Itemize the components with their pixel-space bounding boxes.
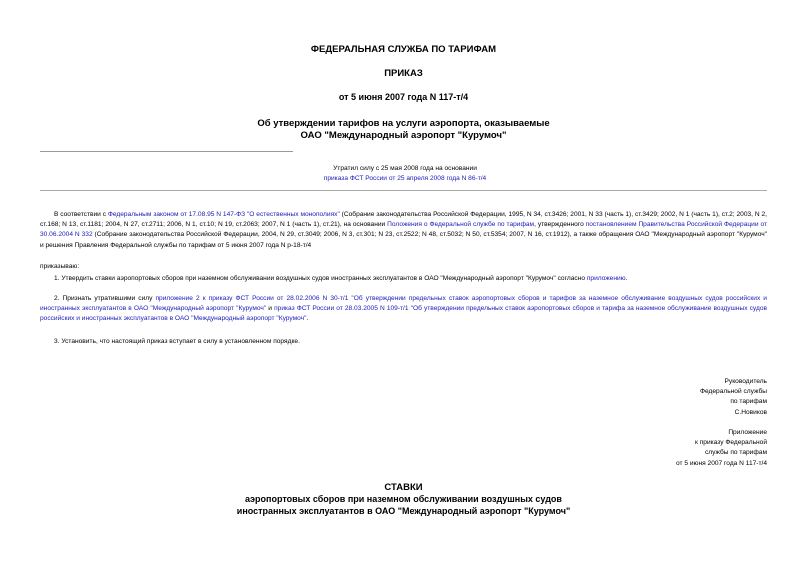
item-2-text-1: 2. Признать утратившими силу: [54, 295, 156, 302]
subject-line-1: Об утверждении тарифов на услуги аэропорта, оказываемые: [257, 118, 550, 129]
lost-force-text: Утратил силу с 25 мая 2008 года на основании: [333, 165, 477, 172]
item-2: [40, 294, 767, 325]
appendix-line-3: службы по тарифам: [704, 449, 767, 457]
item-2-text-2: и: [266, 305, 275, 313]
rates-subtitle-line-1: аэропортовых сборов при наземном обслуживании воздушных судов: [245, 494, 562, 504]
appendix-line-1: Приложение: [728, 429, 767, 436]
government-decree-link[interactable]: постановлением Правительства Российской Федерации от 30.06.2004 N 332: [40, 221, 767, 239]
appendix-line-4: от 5 июня 2007 года N 117-т/4: [676, 459, 767, 467]
preamble-text-2: (Собрание законодательства Российской Федерации, 1995, N 34, ст.3426; 2001, N 33 (часть 1), ст.3429; 2002, N 1 (часть 1), ст.2; 2003, N 2, ст.168; N 13, ст.1181; 2004, N 27, ст.2711; 2006, N 1, ст.10; N 19, ст.2063; 2007, N 1 (часть 1), ст.21), на основании: [40, 211, 767, 229]
doc-subject: [0, 118, 807, 142]
signature-line-3: по тарифам: [730, 398, 767, 406]
item-2-end: .: [306, 315, 309, 323]
item-1: [40, 274, 767, 284]
signature-block: [607, 377, 767, 418]
lost-force-note: [260, 164, 550, 184]
subject-line-2: ОАО "Международный аэропорт "Курумоч": [300, 130, 507, 141]
doc-type-title: ПРИКАЗ: [384, 68, 423, 79]
agency-title: ФЕДЕРАЛЬНАЯ СЛУЖБА ПО ТАРИФАМ: [310, 44, 497, 55]
signature-line-1: Руководитель: [724, 378, 767, 385]
signatory-name: С.Новиков: [734, 408, 767, 416]
orders-word: приказываю:: [40, 263, 80, 270]
fst-regulation-link[interactable]: Положения о Федеральной службе по тарифам: [387, 221, 535, 229]
preamble-text-4: (Собрание законодательства Российской Федерации, 2004, N 29, ст.3049; 2006, N 3, ст.301; N 23, ст.2522; N 48, ст.5032; N 50, ст.5354; 2007, N 16, ст.1912), а также обращения ОАО "Международный аэропорт "Курумоч" и решения Правления Федеральной службы по тарифам от 5 июня 2007 года N р-18-т/4: [40, 231, 767, 249]
repealed-appendix-link[interactable]: приложение 2 к приказу ФСТ России от 28.02.2006 N 30-т/1 "Об утверждении предельных ставок аэропортовых сборов и тарифов за наземное обслуживание воздушных судов российских и иностранных эксплуатантов в ОАО "Международный аэропорт "Курумоч": [40, 295, 767, 313]
appendix-link[interactable]: приложению: [586, 275, 626, 282]
preamble-text-1: В соответствии с: [54, 211, 108, 218]
lost-force-link[interactable]: приказа ФСТ России от 25 апреля 2008 года N 86-т/4: [323, 175, 487, 182]
item-1-end: .: [625, 275, 628, 282]
federal-law-link[interactable]: Федеральным законом от 17.08.95 N 147-ФЗ "О естественных монополиях": [107, 211, 340, 218]
appendix-line-2: к приказу Федеральной: [695, 439, 767, 447]
rates-subtitle: [0, 494, 807, 517]
preamble-paragraph: [40, 210, 767, 251]
doc-date-number: от 5 июня 2007 года N 117-т/4: [338, 92, 469, 102]
rates-title: СТАВКИ: [384, 482, 423, 493]
rates-subtitle-line-2: иностранных эксплуатантов в ОАО "Международный аэропорт "Курумоч": [236, 505, 571, 516]
item-1-text: 1. Утвердить ставки аэропортовых сборов при наземном обслуживании воздушных судов иностранных эксплуатантов в ОАО "Международный аэропорт "Курумоч" согласно: [54, 275, 587, 282]
long-divider: [40, 190, 767, 191]
short-divider: [40, 151, 293, 152]
preamble-text-3: , утвержденного: [534, 221, 586, 229]
signature-line-2: Федеральной службы: [699, 388, 767, 396]
repealed-order-link[interactable]: приказ ФСТ России от 28.03.2005 N 109-т/1 "Об утверждении предельных ставок аэропортовых сборов и тарифа за наземное обслуживание воздушных судов российских и иностранных эксплуатантов в ОАО "Международный аэропорт "Курумоч": [40, 305, 767, 323]
item-3: 3. Установить, что настоящий приказ вступает в силу в установленном порядке.: [54, 338, 300, 345]
appendix-header: [607, 428, 767, 469]
